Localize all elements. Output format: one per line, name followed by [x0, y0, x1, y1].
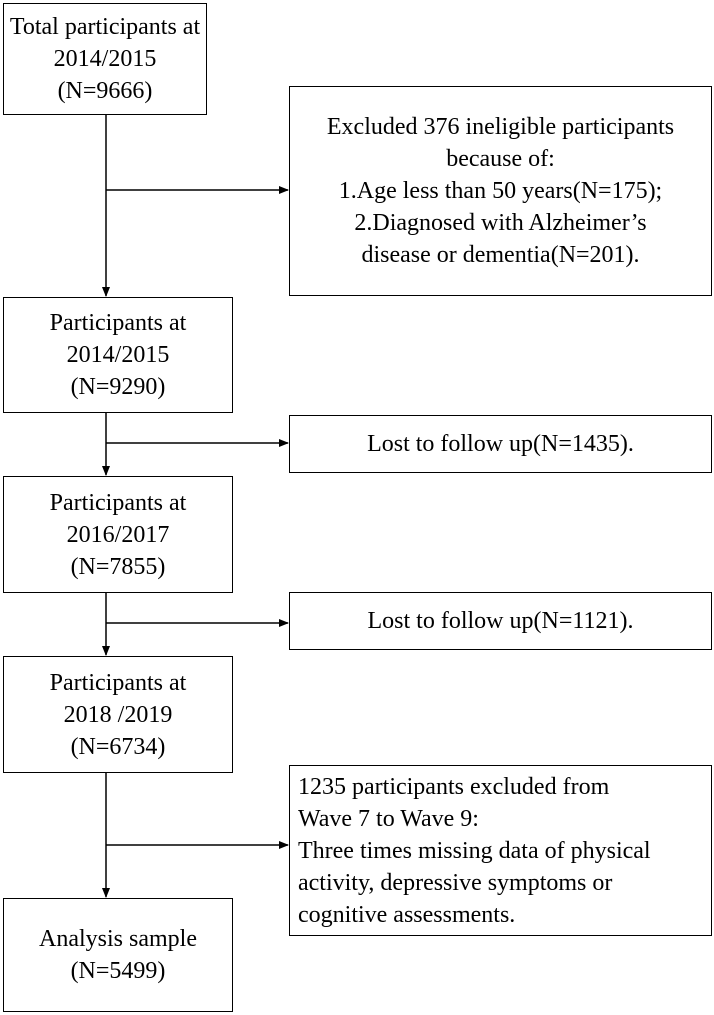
- box-text: activity, depressive symptoms or: [298, 869, 613, 896]
- box-text: disease or dementia(N=201).: [361, 242, 640, 268]
- box-text: Analysis sample: [39, 926, 197, 952]
- box-text: because of:: [446, 146, 555, 172]
- box-participants-2018-2019: [3, 656, 233, 773]
- box-text: (N=7855): [70, 553, 166, 580]
- box-text: (N=5499): [70, 958, 166, 984]
- box-text: 1235 participants excluded from: [298, 773, 610, 800]
- box-participants-2014-2015: [3, 297, 233, 413]
- box-text: Participants at: [49, 310, 187, 336]
- box-lost-follow-up-2: [289, 592, 712, 650]
- box-text: 2014/2015: [53, 46, 157, 72]
- box-lost-follow-up-1: [289, 415, 712, 473]
- box-text: 1.Age less than 50 years(N=175);: [338, 178, 663, 204]
- box-text: Three times missing data of physical: [298, 837, 651, 864]
- box-text: (N=6734): [70, 733, 166, 760]
- box-text: 2014/2015: [66, 342, 170, 368]
- box-text: cognitive assessments.: [298, 901, 516, 928]
- box-total-participants: [3, 3, 207, 115]
- box-text: 2.Diagnosed with Alzheimer’s: [354, 210, 647, 236]
- box-text: Excluded 376 ineligible participants: [326, 114, 675, 140]
- box-exclusion-missing-data: [289, 765, 712, 936]
- box-exclusion-ineligible: [289, 86, 712, 296]
- box-text: (N=9290): [70, 374, 166, 400]
- box-text: 2018 /2019: [63, 701, 173, 728]
- box-participants-2016-2017: [3, 476, 233, 593]
- box-text: 2016/2017: [66, 521, 170, 548]
- box-text: Participants at: [49, 489, 187, 516]
- box-text: Total participants at: [9, 14, 201, 40]
- box-text: (N=9666): [57, 78, 153, 104]
- box-text: Lost to follow up(N=1435).: [367, 431, 634, 457]
- box-text: Participants at: [49, 669, 187, 696]
- box-analysis-sample: [3, 898, 233, 1012]
- box-text: Lost to follow up(N=1121).: [367, 608, 634, 634]
- box-text: Wave 7 to Wave 9:: [298, 805, 479, 832]
